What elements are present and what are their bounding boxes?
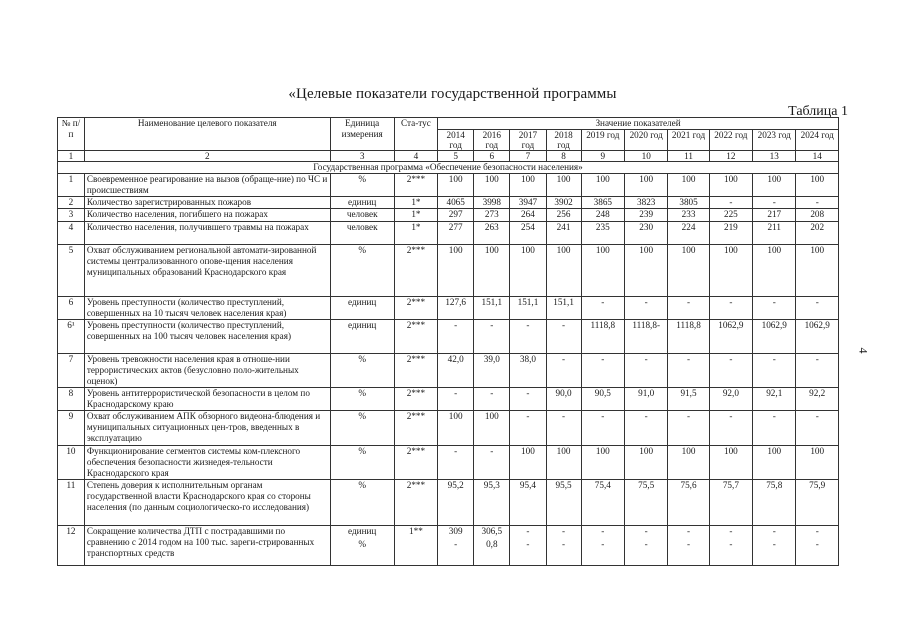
header-year: 2023 год: [753, 130, 796, 151]
row-number: 8: [58, 388, 85, 411]
indicator-value-secondary: -: [729, 539, 733, 549]
indicator-value: -: [815, 526, 819, 536]
value-cell: [709, 526, 752, 566]
indicator-value: 100: [510, 174, 546, 197]
indicator-status: 2***: [394, 354, 437, 388]
indicator-name: Уровень антитеррористической безопасности в целом по Краснодарскому краю: [84, 388, 330, 411]
indicator-name: Уровень тревожности населения края в отноше-нии террористических актов (безусловно поло-жительных оценок): [84, 354, 330, 388]
header-name: Наименование целевого показателя: [84, 118, 330, 151]
indicator-value: 100: [625, 245, 668, 297]
indicator-value: 100: [709, 174, 752, 197]
indicator-value-secondary: -: [562, 539, 566, 549]
header-year: 2018 год: [546, 130, 581, 151]
column-index: 6: [474, 151, 510, 162]
indicator-value: -: [709, 411, 752, 446]
indicator-value: 100: [709, 245, 752, 297]
indicator-value: -: [438, 446, 474, 480]
indicator-name: Функционирование сегментов системы ком-плексного обеспечения безопасности жизнедея-тельности Краснодарского края: [84, 446, 330, 480]
indicator-value: 3902: [546, 197, 581, 209]
table-row: [58, 320, 839, 354]
row-number: 9: [58, 411, 85, 446]
indicator-value: 100: [709, 446, 752, 480]
column-index: 1: [58, 151, 85, 162]
indicator-status: 1**: [394, 526, 437, 566]
indicator-value: 256: [546, 209, 581, 222]
header-year: 2022 год: [709, 130, 752, 151]
indicator-value: 297: [438, 209, 474, 222]
row-number: 12: [58, 526, 85, 566]
header-year: 2014 год: [438, 130, 474, 151]
indicator-value: 90,0: [546, 388, 581, 411]
indicator-value: 100: [474, 411, 510, 446]
indicator-value: 100: [625, 174, 668, 197]
table-label: Таблица 1: [788, 104, 848, 119]
row-number: 6¹: [58, 320, 85, 354]
table-row: [58, 174, 839, 197]
indicator-status: 2***: [394, 388, 437, 411]
indicator-value: -: [709, 354, 752, 388]
table-row: [58, 446, 839, 480]
indicator-value: -: [729, 526, 733, 536]
indicator-value: -: [438, 388, 474, 411]
indicator-value: -: [772, 526, 776, 536]
header-year: 2020 год: [625, 130, 668, 151]
row-number: 3: [58, 209, 85, 222]
indicator-value: 75,9: [796, 480, 839, 526]
header-values-group: Значение показателей: [438, 118, 839, 130]
table-row: [58, 297, 839, 320]
header-year: 2021 год: [668, 130, 709, 151]
indicator-value: -: [668, 297, 709, 320]
indicator-value: -: [644, 526, 648, 536]
indicator-value: 1062,9: [796, 320, 839, 354]
indicator-value: 151,1: [510, 297, 546, 320]
indicator-value: -: [546, 411, 581, 446]
row-number: 10: [58, 446, 85, 480]
indicator-value: -: [562, 526, 566, 536]
indicator-value: 263: [474, 222, 510, 245]
indicator-unit: человек: [330, 222, 394, 245]
header-status: Ста-тус: [394, 118, 437, 151]
indicator-unit: %: [330, 388, 394, 411]
indicator-value: 3947: [510, 197, 546, 209]
indicator-value: 225: [709, 209, 752, 222]
indicator-unit: %: [330, 174, 394, 197]
indicator-value: 3805: [668, 197, 709, 209]
indicator-value: 100: [546, 174, 581, 197]
indicator-value: -: [581, 297, 624, 320]
indicator-name: Степень доверия к исполнительным органам государственной власти Краснодарского края со стороны населения (по данным социологическо-го исследования): [84, 480, 330, 526]
indicator-status: 2***: [394, 245, 437, 297]
indicator-value-secondary: -: [454, 539, 458, 549]
indicator-value: -: [709, 297, 752, 320]
indicator-status: 1*: [394, 209, 437, 222]
indicator-value: 100: [668, 245, 709, 297]
indicator-value: 1062,9: [753, 320, 796, 354]
indicator-value: -: [753, 197, 796, 209]
indicator-value: 100: [668, 174, 709, 197]
table-row: [58, 222, 839, 245]
row-number: 7: [58, 354, 85, 388]
indicator-value: -: [510, 411, 546, 446]
indicator-status: 2***: [394, 174, 437, 197]
value-cell: [796, 526, 839, 566]
indicator-value: 217: [753, 209, 796, 222]
indicator-value: 100: [753, 245, 796, 297]
indicator-value: -: [668, 354, 709, 388]
indicator-value: -: [526, 526, 530, 536]
row-number: 6: [58, 297, 85, 320]
indicator-value: 202: [796, 222, 839, 245]
indicator-value: 100: [510, 446, 546, 480]
indicator-status: 1*: [394, 222, 437, 245]
indicator-unit: %: [330, 411, 394, 446]
section-title: Государственная программа «Обеспечение безопасности населения»: [58, 162, 839, 174]
indicator-value: 100: [438, 245, 474, 297]
indicator-value: -: [625, 411, 668, 446]
indicator-value: -: [581, 411, 624, 446]
indicator-value: 248: [581, 209, 624, 222]
indicator-name: Уровень преступности (количество преступлений, совершенных на 100 тысяч человек населения края): [84, 320, 330, 354]
column-index: 12: [709, 151, 752, 162]
indicator-value: 1118,8-: [625, 320, 668, 354]
row-number: 2: [58, 197, 85, 209]
indicator-value: 100: [438, 411, 474, 446]
column-index: 5: [438, 151, 474, 162]
indicator-unit: %: [330, 480, 394, 526]
indicator-value: 3998: [474, 197, 510, 209]
header-year: 2019 год: [581, 130, 624, 151]
indicator-value: 91,5: [668, 388, 709, 411]
indicator-unit: единиц: [330, 197, 394, 209]
indicator-value: 75,8: [753, 480, 796, 526]
indicator-name: Сокращение количества ДТП с пострадавшими по сравнению с 2014 годом на 100 тыс. зареги-стрированных транспортных средств: [84, 526, 330, 566]
indicator-unit: %: [330, 354, 394, 388]
column-index: 3: [330, 151, 394, 162]
indicator-value: 100: [753, 174, 796, 197]
value-cell: [474, 526, 510, 566]
indicator-value: -: [753, 411, 796, 446]
table-row: [58, 388, 839, 411]
indicator-value: 90,5: [581, 388, 624, 411]
indicator-status: 2***: [394, 480, 437, 526]
indicator-value: 100: [668, 446, 709, 480]
indicator-status: 1*: [394, 197, 437, 209]
table-row: [58, 354, 839, 388]
indicator-value: 3823: [625, 197, 668, 209]
indicator-value: 75,7: [709, 480, 752, 526]
indicator-value: 1118,8: [668, 320, 709, 354]
indicator-value-secondary: -: [644, 539, 648, 549]
indicator-value: 95,5: [546, 480, 581, 526]
indicator-value: -: [546, 320, 581, 354]
row-number: 4: [58, 222, 85, 245]
indicator-value: 100: [625, 446, 668, 480]
indicator-name: Своевременное реагирование на вызов (обраще-ние) по ЧС и происшествиям: [84, 174, 330, 197]
indicator-value: 241: [546, 222, 581, 245]
indicator-value: -: [687, 526, 691, 536]
indicator-value: 127,6: [438, 297, 474, 320]
indicator-value: 100: [796, 446, 839, 480]
value-cell: [581, 526, 624, 566]
indicator-value: 100: [796, 174, 839, 197]
indicator-value: 95,2: [438, 480, 474, 526]
column-index: 9: [581, 151, 624, 162]
indicator-value: 309: [448, 526, 463, 536]
indicator-value: 91,0: [625, 388, 668, 411]
indicator-status: 2***: [394, 446, 437, 480]
column-index: 8: [546, 151, 581, 162]
indicator-name: Уровень преступности (количество преступлений, совершенных на 10 тысяч человек населения края): [84, 297, 330, 320]
row-number: 5: [58, 245, 85, 297]
header-unit: Единица измерения: [330, 118, 394, 151]
indicator-name: Количество населения, получившего травмы на пожарах: [84, 222, 330, 245]
indicator-value: 95,4: [510, 480, 546, 526]
indicator-value: -: [601, 526, 605, 536]
indicator-value: 100: [546, 446, 581, 480]
indicator-value: 277: [438, 222, 474, 245]
indicator-value: 230: [625, 222, 668, 245]
indicator-value: -: [796, 354, 839, 388]
indicator-value: -: [438, 320, 474, 354]
indicator-value: 75,6: [668, 480, 709, 526]
indicator-value: 39,0: [474, 354, 510, 388]
indicator-value-secondary: 0,8: [486, 539, 498, 549]
value-cell: [510, 526, 546, 566]
table-row: [58, 411, 839, 446]
indicator-value: 264: [510, 209, 546, 222]
indicator-value: 239: [625, 209, 668, 222]
indicator-value: -: [510, 320, 546, 354]
indicator-value: 100: [510, 245, 546, 297]
indicator-value: 100: [474, 245, 510, 297]
table-row: [58, 526, 839, 566]
indicator-value: -: [474, 446, 510, 480]
indicator-value: -: [796, 197, 839, 209]
header-year: 2024 год: [796, 130, 839, 151]
indicator-value: 3865: [581, 197, 624, 209]
value-cell: [546, 526, 581, 566]
indicator-unit: человек: [330, 209, 394, 222]
column-index: 13: [753, 151, 796, 162]
value-cell: [668, 526, 709, 566]
indicator-value: 273: [474, 209, 510, 222]
document-title: «Целевые показатели государственной программы: [288, 86, 617, 102]
indicator-value: 75,4: [581, 480, 624, 526]
indicator-value: 233: [668, 209, 709, 222]
indicator-value: -: [474, 320, 510, 354]
table-row: [58, 480, 839, 526]
indicator-value: -: [753, 354, 796, 388]
indicator-value: 42,0: [438, 354, 474, 388]
header-year: 2017 год: [510, 130, 546, 151]
indicator-value: 75,5: [625, 480, 668, 526]
section-row: [58, 162, 839, 174]
indicator-value: 92,2: [796, 388, 839, 411]
indicator-value: 224: [668, 222, 709, 245]
indicator-value: 151,1: [474, 297, 510, 320]
indicator-value: -: [625, 354, 668, 388]
indicator-value: -: [668, 411, 709, 446]
column-index-row: [58, 151, 839, 162]
indicator-value: 100: [474, 174, 510, 197]
column-index: 7: [510, 151, 546, 162]
header-row-top: [58, 118, 839, 130]
indicator-value: 100: [753, 446, 796, 480]
column-index: 4: [394, 151, 437, 162]
indicator-value: -: [753, 297, 796, 320]
value-cell: [753, 526, 796, 566]
value-cell: [438, 526, 474, 566]
indicator-value: -: [796, 411, 839, 446]
indicator-value-secondary: -: [601, 539, 605, 549]
indicator-status: 2***: [394, 297, 437, 320]
indicator-value: 306,5: [481, 526, 503, 536]
indicator-unit: %: [330, 245, 394, 297]
indicator-value: 151,1: [546, 297, 581, 320]
indicator-value: 211: [753, 222, 796, 245]
indicator-value: 100: [796, 245, 839, 297]
header-year: 2016 год: [474, 130, 510, 151]
column-index: 10: [625, 151, 668, 162]
column-index: 14: [796, 151, 839, 162]
indicator-value: 95,3: [474, 480, 510, 526]
indicator-value: -: [510, 388, 546, 411]
value-cell: [625, 526, 668, 566]
indicator-unit: единиц: [330, 320, 394, 354]
row-number: 11: [58, 480, 85, 526]
indicator-name: Охват обслуживанием региональной автомати-зированной системы централизованного опове-щения населения муниципальных образований Краснодарского края: [84, 245, 330, 297]
row-number: 1: [58, 174, 85, 197]
indicator-value: 92,1: [753, 388, 796, 411]
indicator-value: 100: [546, 245, 581, 297]
indicator-unit: %: [330, 446, 394, 480]
indicator-name: Количество зарегистрированных пожаров: [84, 197, 330, 209]
indicator-name: Охват обслуживанием АПК обзорного видеона-блюдения и муниципальных ситуационных цен-тров, введенных в эксплуатацию: [84, 411, 330, 446]
indicator-value: -: [546, 354, 581, 388]
indicator-value: 235: [581, 222, 624, 245]
header-num: № п/п: [58, 118, 85, 151]
indicator-value: -: [625, 297, 668, 320]
indicator-value: 100: [581, 245, 624, 297]
indicator-value: 254: [510, 222, 546, 245]
indicator-value-secondary: -: [687, 539, 691, 549]
indicator-value: 208: [796, 209, 839, 222]
indicator-status: 2***: [394, 411, 437, 446]
indicator-value: 100: [438, 174, 474, 197]
table-row: [58, 209, 839, 222]
indicator-unit: единиц: [348, 526, 377, 536]
indicator-value: -: [796, 297, 839, 320]
indicator-value: 92,0: [709, 388, 752, 411]
indicator-value: 38,0: [510, 354, 546, 388]
indicator-name: Количество населения, погибшего на пожарах: [84, 209, 330, 222]
table-row: [58, 245, 839, 297]
page-number: 4: [856, 347, 871, 354]
unit-cell: [330, 526, 394, 566]
indicator-value-secondary: -: [815, 539, 819, 549]
indicator-value: 1062,9: [709, 320, 752, 354]
indicator-value: -: [581, 354, 624, 388]
indicator-rows: [58, 174, 839, 566]
column-index: 2: [84, 151, 330, 162]
column-index: 11: [668, 151, 709, 162]
indicators-table: [57, 117, 839, 566]
indicator-value: 219: [709, 222, 752, 245]
indicator-value: -: [474, 388, 510, 411]
indicator-value-secondary: -: [526, 539, 530, 549]
indicator-status: 2***: [394, 320, 437, 354]
indicator-value: 1118,8: [581, 320, 624, 354]
indicator-value: -: [709, 197, 752, 209]
indicator-unit: единиц: [330, 297, 394, 320]
indicator-unit-secondary: %: [358, 539, 367, 549]
indicator-value: 100: [581, 446, 624, 480]
indicator-value: 4065: [438, 197, 474, 209]
indicator-value: 100: [581, 174, 624, 197]
indicator-value-secondary: -: [772, 539, 776, 549]
table-row: [58, 197, 839, 209]
